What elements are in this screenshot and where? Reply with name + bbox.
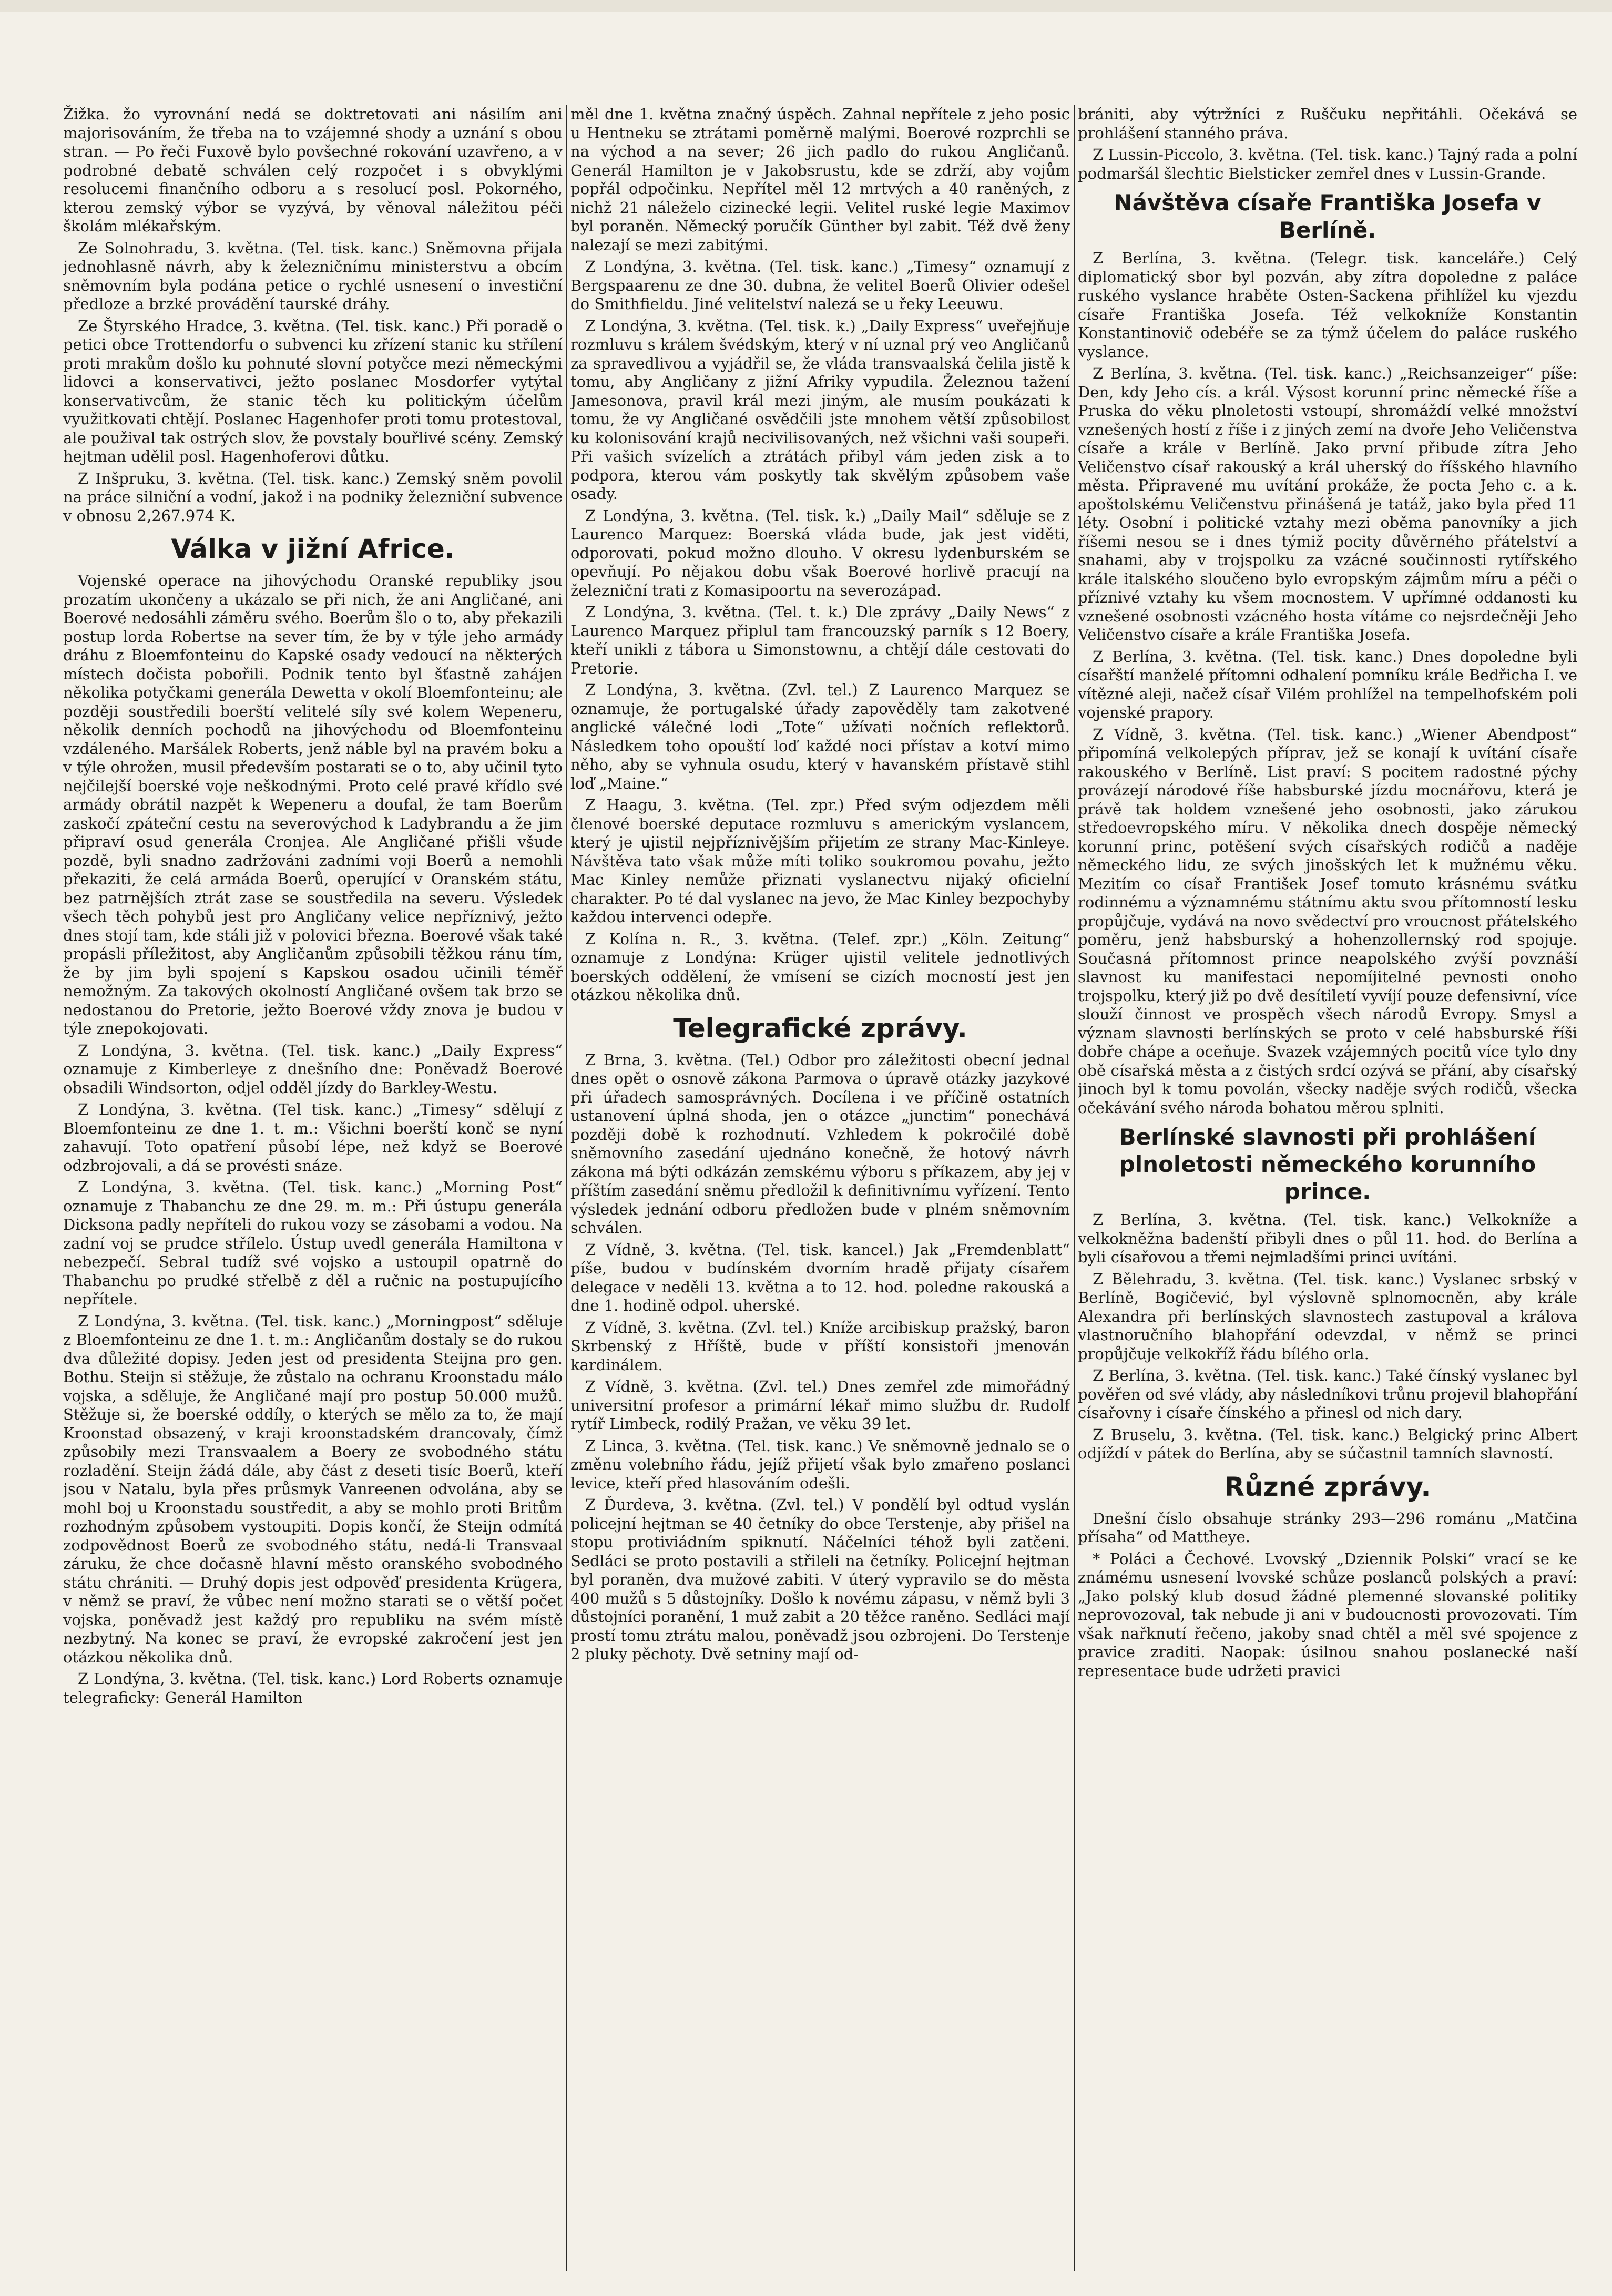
article-paragraph: Z Berlína, 3. května. (Tel. tisk. kanc.) Velkokníže a velkokněžna badenští přibyli dnes o půl 11. hod. do Berlína a byli císařovou a třemi nejmladšími princi uvítáni. bbox=[1078, 1211, 1577, 1266]
article-paragraph: Z Berlína, 3. května. (Tel. tisk. kanc.) „Reichsanzeiger“ píše: Den, kdy Jeho cís. a král. Výsost korunní princ německé říše a Pruska do věku plnoletosti vstoupí, shromáždí velké množství vznešených hostí z říše i z jiných zemí na dvoře Jeho Veličenstva císaře a krále v Berlíně. Jako první přibude zítra Jeho Veličenstvo císař rakouský a král uherský do říšského hlavního města. Připravené mu uvítání prokáže, že pocta Jeho c. a k. apoštolskému Veličenstvu přinášená je tatáž, jako byla před 11 léty. Osobní i politické vztahy mezi oběma panovníky a jich říšemi nesou se i dnes týmiž pocity důvěrného přátelství a snahami, aby v trojspolku za vzácné součinnosti rytířského krále italského sloučeno bylo evropským zájmům míru a péči o příznivé vztahy ku všem mocnostem. V upřímné oddanosti ku vznešené osobnosti vzácného hosta vítáme co nejsrdečněji Jeho Veličenstvo císaře a krále Františka Josefa. bbox=[1078, 364, 1577, 644]
scan-top-edge bbox=[0, 0, 1612, 12]
article-paragraph: * Poláci a Čechové. Lvovský „Dziennik Polski“ vrací se ke známému usnesení lvovské schůze poslanců polských a praví: „Jako polský klub dosud žádné plemenné slovanské politiky neprovozoval, tak nebude ji ani v budoucnosti provozovati. Tím však nařknutí řečeno, jakoby snad chtěl a měl své spojence z pravice zraditi. Naopak: úsilnou snahou poslanecké naší representace bude udržeti pravici bbox=[1078, 1549, 1577, 1680]
article-paragraph: Z Londýna, 3. května. (Tel. tisk. kanc.) „Timesy“ oznamují z Bergspaarenu ze dne 30. dubna, že velitel Boerů Olivier odešel do Smithfieldu. Jiné velitelství nalezá se u řeky Leeuwu. bbox=[570, 258, 1070, 313]
article-paragraph: Ze Solnohradu, 3. května. (Tel. tisk. kanc.) Sněmovna přijala jednohlasně návrh, aby k železničnímu ministerstvu a obcím sněmovním byla podána petice o rychlé usnesení o investiční předloze a brzké provádění taurské dráhy. bbox=[63, 239, 563, 313]
article-paragraph: Z Bruselu, 3. května. (Tel. tisk. kanc.) Belgický princ Albert odjíždí v pátek do Berlína, aby se súčastnil tamních slavností. bbox=[1078, 1425, 1577, 1462]
article-paragraph: Dnešní číslo obsahuje stránky 293—296 románu „Matčina přísaha“ od Mattheye. bbox=[1078, 1509, 1577, 1546]
article-paragraph: Z Inšpruku, 3. května. (Tel. tisk. kanc.) Zemský sněm povolil na práce silniční a vodní, jakož i na podniky železniční subvence v obnosu 2,267.974 K. bbox=[63, 469, 563, 525]
article-paragraph: Žižka. žo vyrovnání nedá se doktretovati ani násilím ani majorisováním, že třeba na to vzájemné shody a uznání s obou stran. — Po řeči Fuxově bylo povšechné rokování uzavřeno, a v podrobné debatě schválen celý rozpočet i s obvyklými resolucemi finančního odboru a s resolucí posl. Pokorného, kterou zemský výbor se vyzývá, by věnoval náležitou péči školám mlékařským. bbox=[63, 105, 563, 235]
article-paragraph: brániti, aby výtržníci z Ruščuku nepřitáhli. Očekává se prohlášení stanného práva. bbox=[1078, 105, 1577, 142]
article-paragraph: Vojenské operace na jihovýchodu Oranské republiky jsou prozatím ukončeny a ukázalo se při nich, že ani Angličané, ani Boerové nedosáhli záměru svého. Boerům šlo o to, aby překazili postup lorda Robertse na sever tím, že by v týle jeho armády dráhu z Bloemfonteinu do Kapské osady vedoucí na některých místech dočista pobořili. Podnik tento byl šťastně zahájen několika potyčkami generála Dewetta v okolí Bloemfonteinu; ale později soustředili boerští velitelé síly své kolem Wepeneru, několik denních pochodů na jihovýchodu od Bloemfonteinu vzdáleného. Maršálek Roberts, jenž náble byl na pravém boku a v týle ohrožen, musil především postarati se o to, aby učinil tyto nejčilejší boerské voje neškodnými. Proto celé pravé křídlo své armády obrátil nazpět k Wepeneru a doufal, že tam Boerům zaskočí zpáteční cestu na severovýchod k Ladybrandu a že jim připraví osud generála Cronjea. Ale Angličané přišli všude pozdě, byli snadno zadržováni zadními voji Boerů a nemohli překaziti, že celá armáda Boerů, operující v Oranském státu, bez patrnějších ztrát zase se soustředila na severu. Výsledek všech těch pohybů jest pro Angličany velice nepříznivý, ježto dnes stojí tam, kde stáli již v polovici března. Boerové však také propásli příležitost, aby Angličanům způsobili těžkou ránu tím, že by jim byli spojení s Kapskou osadou učinili téměř nemožným. Za takových okolností Angličané ovšem tak brzo se nedostanou do Pretorie, ježto Boerové vždy znova je budou v týle znepokojovati. bbox=[63, 572, 563, 1037]
section-heading: Návštěva císaře Františka Josefa v Berlíně. bbox=[1114, 190, 1542, 243]
article-paragraph: Z Vídně, 3. května. (Zvl. tel.) Dnes zemřel zde mimořádný universitní profesor a primární lékař mimo službu dr. Rudolf rytíř Limbeck, rodilý Pražan, ve věku 39 let. bbox=[570, 1377, 1070, 1433]
article-paragraph: Z Londýna, 3. května. (Zvl. tel.) Z Laurenco Marquez se oznamuje, že portugalské úřady zapověděly tam zakotvené anglické válečné lodi „Tote“ užívati nočních reflektorů. Následkem toho opouští loď každé noci přístav a kotví mimo něho, aby se vyhnula osudu, který v havanském přístavě stihl loď „Maine.“ bbox=[570, 681, 1070, 792]
article-paragraph: Z Berlína, 3. května. (Telegr. tisk. kanceláře.) Celý diplomatický sbor byl pozván, aby zítra dopoledne z paláce ruského vyslance hraběte Osten-Sackena přihlížel ku vjezdu císaře Františka Josefa. Též velkokníže Konstantin Konstantinovič odebéře se za týmž účelem do paláce ruského vyslance. bbox=[1078, 249, 1577, 361]
column-2 bbox=[570, 105, 1070, 2271]
article-paragraph: Z Londýna, 3. května. (Tel. tisk. k.) „Daily Express“ uveřejňuje rozmluvu s králem švédským, který v ní uznal prý veo Angličanů za spravedlivou a vyjádřil se, že vláda transvaalská čelila jistě k tomu, aby Angličany z jižní Afriky vypudila. Železnou tažení Jamesonova, pravil král mezi jiným, ale musím poukázati k tomu, že vy Angličané osvědčili jste mnohem větší způsobilost ku kolonisování krajů necivilisovaných, než všichni vaši soupeři. Při vašich svízelích a ztrátách přibyl vám jeden zisk a to podpora, kterou vám poskytly tak skvělým způsobem vaše osady. bbox=[570, 317, 1070, 503]
article-paragraph: Ze Štyrského Hradce, 3. května. (Tel. tisk. kanc.) Při poradě o petici obce Trottendorfu o subvenci ku zřízení stanic ku střílení proti mrakům došlo ku pohnuté slovní potyčce mezi německými lidovci a konservativci, ježto poslanec Mosdorfer vytýtal konservativcům, že stanic těch ku politickým účelům využitkovati chtějí. Poslanec Hagenhofer proti tomu protestoval, ale použival tak ostrých slov, že povstaly bouřlivé scény. Zemský hejtman udělil posl. Hagenhoferovi důtku. bbox=[63, 317, 563, 465]
article-paragraph: Z Londýna, 3. května. (Tel. tisk. kanc.) „Morningpost“ sděluje z Bloemfonteinu ze dne 1. t. m.: Angličanům dostaly se do rukou dva důležité dopisy. Jeden jest od presidenta Steijna pro gen. Bothu. Steijn si stěžuje, že zůstalo na ochranu Kroonstadu málo vojska, a sděluje, že Angličané mají pro postup 50.000 mužů. Stěžuje si, že boerské oddíly, o kterých se mělo za to, že mají Kroonstad obsazený, v kraji kroonstadském drancovaly, čímž způsobily mezi Transvaalem a Boery ze svobodného státu rozladění. Steijn žádá dále, aby část z deseti tisíc Boerů, kteří jsou v Natalu, byla přes průsmyk Vanreenen odvolána, aby se mohl boj u Kroonstadu soustředit, a aby se mohlo proti Britům rozhodným způsobem vystoupiti. Dopis končí, že Steijn odmítá zodpovědnost Boerů ze svobodného státu, nedá-li Transvaal záruku, že chce dočasně hlavní město oranského svobodného státu chrániti. — Druhý dopis jest odpověď presidenta Krügera, v němž se praví, že vůbec není možno starati se o větší počet vojska, poněvadž jest každý pro republiku na svém místě nezbytný. Na konec se praví, že evropské zakročení jest jen otázkou několika dnů. bbox=[63, 1312, 563, 1666]
article-paragraph: Z Vídně, 3. května. (Zvl. tel.) Kníže arcibiskup pražský, baron Skrbenský z Hříště, bude v příští konsistoři jmenován kardinálem. bbox=[570, 1318, 1070, 1374]
section-heading: Telegrafické zprávy. bbox=[673, 1013, 967, 1044]
section-heading: Berlínské slavnosti při prohlášení plnoletosti německého korunního prince. bbox=[1119, 1124, 1536, 1205]
column-1 bbox=[63, 105, 563, 2271]
section-heading: Různé zprávy. bbox=[1224, 1471, 1431, 1502]
article-paragraph: Z Linca, 3. května. (Tel. tisk. kanc.) Ve sněmovně jednalo se o změnu volebního řádu, jejíž přijetí však bylo zmařeno poslanci levice, kteří před hlasováním odešli. bbox=[570, 1436, 1070, 1492]
article-paragraph: Z Haagu, 3. května. (Tel. zpr.) Před svým odjezdem měli členové boerské deputace rozmluvu s americkým vyslancem, který je ujistil nejpříznivějším přijetím ze strany Mac-Kinleye. Návštěva tato však může míti toliko soukromou povahu, ježto Mac Kinley nemůže přiznati vyslanectvu nijaký oficielní charakter. Po té dal vyslanec na jevo, že Mac Kinley bezpochyby každou intervenci odepře. bbox=[570, 796, 1070, 926]
article-paragraph: Z Londýna, 3. května. (Tel. t. k.) Dle zprávy „Daily News“ z Laurenco Marquez připlul tam francouzský parník s 12 Boery, kteří unikli z tábora u Simonstownu, a chtějí dále cestovati do Pretorie. bbox=[570, 603, 1070, 677]
newspaper-page bbox=[63, 105, 1583, 2271]
article-paragraph: Z Berlína, 3. května. (Tel. tisk. kanc.) Také čínský vyslanec byl pověřen od své vlády, aby následníkovi trůnu projevil blahopřání císařovny i císaře čínského a přinesl od nich dary. bbox=[1078, 1366, 1577, 1422]
column-rule bbox=[1074, 105, 1075, 2271]
article-paragraph: Z Londýna, 3. května. (Tel. tisk. kanc.) „Morning Post“ oznamuje z Thabanchu ze dne 29. m. m.: Při ústupu generála Dicksona padly nepříteli do rukou vozy se zásobami a vodou. Na zadní voj se prudce střílelo. Ústup uvedl generála Hamiltona v nebezpečí. Sebral tudíž své vojsko a ustoupil opatrně do Thabanchu po prudké střelbě z děl a ručnic na postupujícího nepřítele. bbox=[63, 1178, 563, 1308]
article-paragraph: Z Kolína n. R., 3. května. (Telef. zpr.) „Köln. Zeitung“ oznamuje z Londýna: Krüger ujistil velitele jednotlivých boerských oddělení, že vmísení se cizích mocností jest jen otázkou několika dnů. bbox=[570, 930, 1070, 1004]
article-paragraph: Z Brna, 3. května. (Tel.) Odbor pro záležitosti obecní jednal dnes opět o osnově zákona Parmova o úpravě otázky jazykové při úřadech samosprávných. Docílena i ve příčině ostatních ustanovení úplná shoda, jen o otázce „junctim“ ponechává později době k rozhodnutí. Vzhledem k pokročilé době sněmovního zasedání ujednáno konečně, že hotový návrh zákona má býti odkázán zemskému výboru s příkazem, aby jej v příštím zasedání sněmu předložil k definitivnímu vyřízení. Tento výsledek jednání odboru předložen bude v plném sněmovním schválen. bbox=[570, 1050, 1070, 1237]
article-paragraph: Z Londýna, 3. května. (Tel. tisk. k.) „Daily Mail“ sděluje se z Laurenco Marquez: Boerská vláda bude, jak jest viděti, odporovati, pokud možno dlouho. V okresu lydenburském se opevňují. Po nějakou dobu však Boerové horlivě pracují na železniční trati z Komasipoortu na severozápad. bbox=[570, 506, 1070, 599]
column-3 bbox=[1078, 105, 1577, 2271]
article-paragraph: Z Vídně, 3. května. (Tel. tisk. kancel.) Jak „Fremdenblatt“ píše, budou v budínském dvorním hradě přijaty císařem delegace v neděli 13. května a to 12. hod. poledne rakouská a dne 1. hodině odpol. uherské. bbox=[570, 1240, 1070, 1314]
article-paragraph: Z Londýna, 3. května. (Tel. tisk. kanc.) Lord Roberts oznamuje telegraficky: Generál Hamilton bbox=[63, 1670, 563, 1707]
article-paragraph: Z Ďurdeva, 3. května. (Zvl. tel.) V pondělí byl odtud vyslán policejní hejtman se 40 četníky do obce Terstenje, aby přišel na stopu protiviádním spiknutí. Náčelníci téhož byli zatčeni. Sedláci se proto postavili a střileli na četníky. Policejní hejtman byl poraněn, dva mužové zabiti. V úterý vypravilo se do města 400 mužů s 5 důstojníky. Došlo k novému zápasu, v němž byli 3 důstojníci poranění, 1 muž zabit a 20 těžce raněno. Sedláci mají prostí tomu ztrátu malou, poněvadž jsou ozbrojeni. Do Terstenje 2 pluky pěchoty. Dvě setniny mají od- bbox=[570, 1496, 1070, 1663]
article-paragraph: Z Vídně, 3. května. (Tel. tisk. kanc.) „Wiener Abendpost“ připomíná velkolepých příprav, jež se konají k uvítání císaře rakouského v Berlíně. List praví: S pocitem radostné pýchy provázejí národové říše habsburské jízdu mocnářovu, která je právě tak holdem vznešené jeho osobnosti, jako zárukou středoevropského míru. V několika dnech dospěje německý korunní princ, potěšení svých císařských rodičů a naděje německého lidu, ze svých jinošských let k mužnému věku. Mezitím co císař František Josef tomuto krásnému svátku rodinnému a významnému státnímu aktu svou přítomností lesku propůjčuje, vydává na novo svědectví pro vroucnost přátelského poměru, jenž habsburský a hohenzollernský rod spojuje. Současná přítomnost prince neapolského zvýší povznáší slavnost ku manifestaci nepomíjitelné pevnosti onoho trojspolku, který již po dvě desítiletí vyvíjí pouze defensivní, více slouží činnost ve prospěch všech národů Evropy. Smysl a význam slavnosti berlínských se proto v celé habsburské říši dobře chápe a oceňuje. Svazek vzájemných pocitů více tylo dny obě císařská města a z čistých srdcí ozývá se přání, aby císařský jinoch byl k tomu povolán, všecky naděje svých rodičů, všecka očekávání svého národa bohatou měrou splniti. bbox=[1078, 725, 1577, 1117]
article-paragraph: Z Londýna, 3. května. (Tel. tisk. kanc.) „Daily Express“ oznamuje z Kimberleye z dnešního dne: Poněvadž Boerové obsadili Windsorton, odjel odděl jízdy do Barkley-Westu. bbox=[63, 1041, 563, 1097]
section-heading: Válka v jižní Africe. bbox=[171, 534, 455, 564]
article-paragraph: Z Lussin-Piccolo, 3. května. (Tel. tisk. kanc.) Tajný rada a polní podmaršál šlechtic Bielsticker zemřel dnes v Lussin-Grande. bbox=[1078, 146, 1577, 182]
article-paragraph: Z Berlína, 3. května. (Tel. tisk. kanc.) Dnes dopoledne byli císařští manželé přítomni odhalení pomníku krále Bedřicha I. ve vítězné aleji, načež císař Vilém prohlížel na tempelhofském poli vojenské prapory. bbox=[1078, 647, 1577, 721]
article-paragraph: Z Bělehradu, 3. května. (Tel. tisk. kanc.) Vyslanec srbský v Berlíně, Bogičević, byl výslovně splnomocněn, aby krále Alexandra při berlínských slavnostech zastupoval a králova vlastnoručního blahopřání odevzdal, v němž se princi propůjčuje velkokříž řádu bílého orla. bbox=[1078, 1270, 1577, 1363]
article-paragraph: měl dne 1. května značný úspěch. Zahnal nepřítele z jeho posic u Hentneku se ztrátami poměrně malými. Boerové rozprchli se na východ a na sever; 26 jich padlo do rukou Angličanů. Generál Hamilton je v Jakobsrustu, kde se zdrží, aby vojům popřál odpočinku. Nepřítel měl 12 mrtvých a 40 raněných, z nichž 21 náleželo cizinecké legii. Velitel ruské legie Maximov byl poraněn. Německý poručík Günther byl zabit. Též dvě ženy nalezají se mezi zabitými. bbox=[570, 105, 1070, 254]
column-rule bbox=[566, 105, 567, 2271]
article-paragraph: Z Londýna, 3. května. (Tel tisk. kanc.) „Timesy“ sdělují z Bloemfonteinu ze dne 1. t. m.: Všichni boerští konč se nyní zahavují. Toto opatření působí lépe, než když se Boerové odzbrojovali, a dá se provésti snáze. bbox=[63, 1100, 563, 1175]
